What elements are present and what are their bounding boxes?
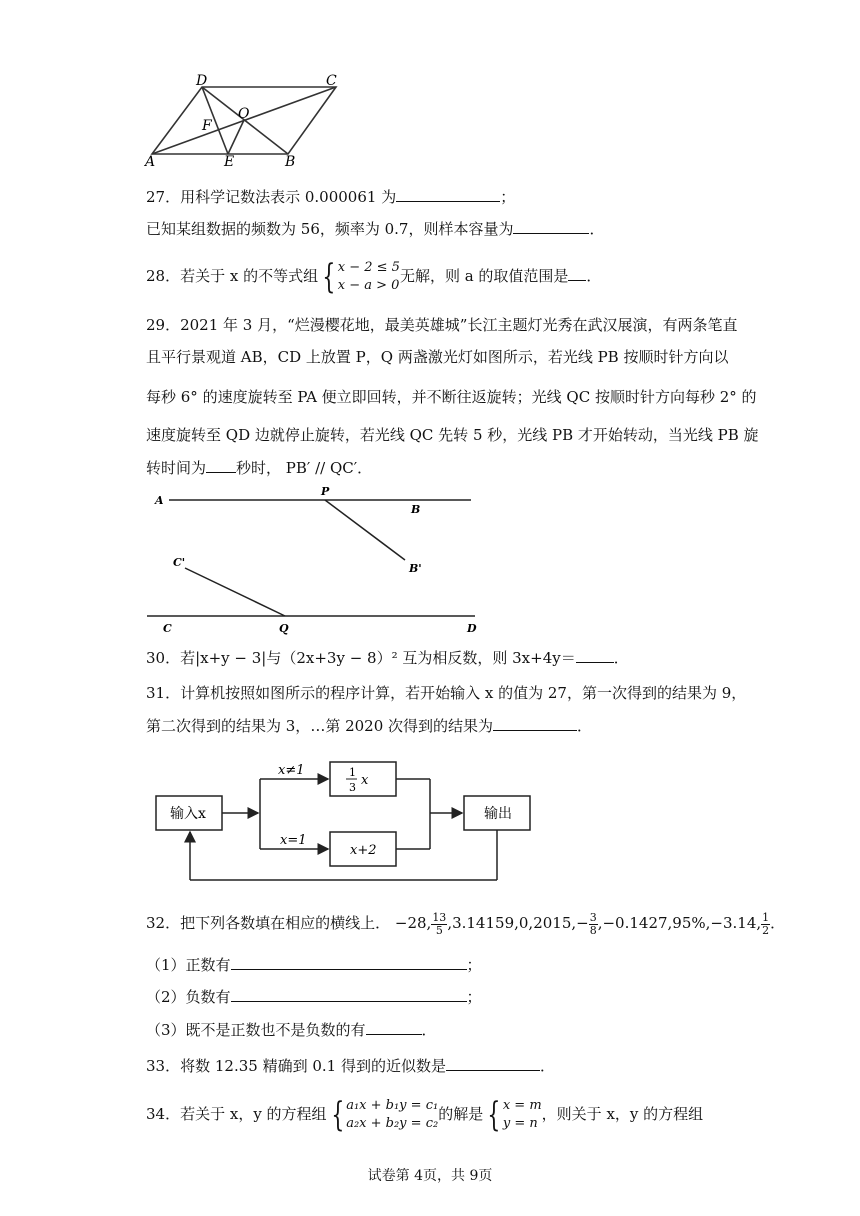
answer-blank xyxy=(231,987,467,1002)
question-32-sub1: （1）正数有 ； xyxy=(146,956,482,974)
label-C-prime: C' xyxy=(173,556,186,569)
question-29-line5: 转时间为 秒时， PB′ // QC′． xyxy=(146,459,373,477)
question-31-line2: 第二次得到的结果为 3，…第 2020 次得到的结果为 ． xyxy=(146,717,593,735)
fraction: $\frac{1}{2}$ xyxy=(762,910,770,937)
answer-blank xyxy=(396,187,500,202)
question-32-sub3: （3）既不是正数也不是负数的有 ． xyxy=(146,1021,437,1039)
answer-blank xyxy=(576,648,614,663)
inequality-system: x − 2 ≤ 5 x − a > 0 xyxy=(337,260,400,293)
question-32-sub2: （2）负数有 ； xyxy=(146,988,482,1006)
question-29-line2: 且平行景观道 AB，CD 上放置 P，Q 两盏激光灯如图所示，若光线 PB 按顺时针方向以 xyxy=(146,348,729,366)
label-C: C xyxy=(326,73,337,89)
input-label: 输入x xyxy=(170,806,206,822)
label-B-prime: B' xyxy=(409,562,422,575)
brace: { xyxy=(330,1095,344,1135)
question-34: 34．若关于 x，y 的方程组 { a₁x + b₁y = c₁ a₂x + b₂y = c₂ 的解是 { x = m y = n ，则关于 x，y 的方程组 xyxy=(146,1095,704,1135)
answer-blank xyxy=(231,955,467,970)
fraction: $\frac{13}{5}$ xyxy=(432,910,447,937)
fraction-variable: x xyxy=(361,773,369,788)
parallelogram-figure xyxy=(140,70,350,170)
fraction-numerator: 1 xyxy=(349,766,356,779)
question-33: 33．将数 12.35 精确到 0.1 得到的近似数是 ． xyxy=(146,1057,555,1075)
output-label: 输出 xyxy=(484,806,512,822)
fraction-denominator: 3 xyxy=(349,781,356,794)
label-C: C xyxy=(163,622,172,635)
solution-system: x = m y = n xyxy=(502,1098,542,1131)
label-E: E xyxy=(224,154,235,170)
label-P: P xyxy=(321,485,330,498)
label-F: F xyxy=(202,118,212,134)
question-29-line4: 速度旋转至 QD 边就停止旋转，若光线 QC 先转 5 秒，光线 PB 才开始转动，当光线 PB 旋 xyxy=(146,426,759,444)
question-30: 30．若|x+y − 3|与（2x+3y − 8）² 互为相反数，则 3x+4y＝ ． xyxy=(146,649,629,667)
question-29-line1: 29．2021 年 3 月，“烂漫樱花地，最美英雄城”长江主题灯光秀在武汉展演，有两条笔直 xyxy=(146,316,738,334)
fraction: $\frac{3}{8}$ xyxy=(589,910,597,937)
page-footer: 试卷第 4页，共 9页 xyxy=(367,1168,493,1184)
label-D: D xyxy=(196,73,208,89)
label-A: A xyxy=(145,154,156,170)
question-29-line3: 每秒 6° 的速度旋转至 PA 便立即回转，并不断往返旋转；光线 QC 按顺时针方向每秒 2° 的 xyxy=(146,388,757,406)
brace: { xyxy=(322,257,336,297)
answer-blank xyxy=(206,458,236,473)
parallel-lines-figure xyxy=(145,482,485,637)
label-A: A xyxy=(155,494,164,507)
flowchart-figure xyxy=(150,756,540,888)
answer-blank xyxy=(366,1020,422,1035)
label-B: B xyxy=(285,154,296,170)
question-27-line1: 27．用科学记数法表示 0.000061 为 ； xyxy=(146,188,516,206)
label-B: B xyxy=(411,503,421,516)
bottom-expression: x+2 xyxy=(350,843,377,858)
answer-blank xyxy=(446,1056,540,1071)
label-O: O xyxy=(238,106,250,122)
condition-one: x=1 xyxy=(280,833,307,848)
question-28: 28．若关于 x 的不等式组 { x − 2 ≤ 5 x − a > 0 无解，则 a 的取值范围是 ． xyxy=(146,257,602,297)
brace: { xyxy=(487,1095,501,1135)
answer-blank xyxy=(493,716,577,731)
question-32: 32．把下列各数填在相应的横线上． −28, $\frac{13}{5}$ ,3.14159,0,2015,− $\frac{3}{8}$ ,−0.1427,95%,−3.14, $\frac{1}{2}$ ． xyxy=(146,910,786,937)
label-Q: Q xyxy=(279,622,289,635)
answer-blank xyxy=(513,219,589,234)
answer-blank xyxy=(568,266,586,281)
question-31-line1: 31．计算机按照如图所示的程序计算，若开始输入 x 的值为 27，第一次得到的结果为 9， xyxy=(146,684,747,702)
condition-not-one: x≠1 xyxy=(278,763,305,778)
label-D: D xyxy=(467,622,477,635)
question-27-line2: 已知某组数据的频数为 56，频率为 0.7，则样本容量为 ． xyxy=(146,220,605,238)
equation-system: a₁x + b₁y = c₁ a₂x + b₂y = c₂ xyxy=(346,1098,439,1131)
